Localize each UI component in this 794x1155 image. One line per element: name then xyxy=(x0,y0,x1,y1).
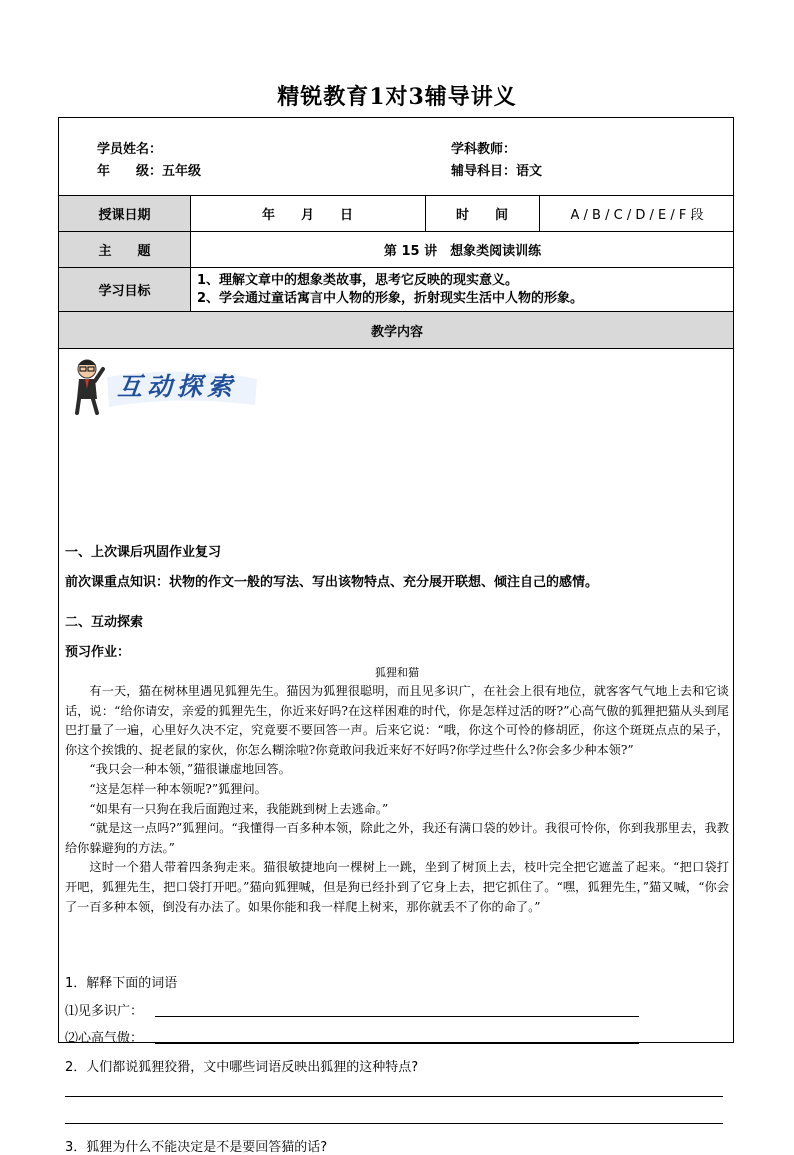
section1-text: 前次课重点知识：状物的作文一般的写法、写出该物特点、充分展开联想、倾注自己的感情。 xyxy=(65,575,599,590)
answer-line-1b[interactable] xyxy=(155,1043,639,1044)
story-paragraph: “就是这一点吗?”狐狸问。“我懂得一百多种本领，除此之外，我还有满口袋的妙计。我很可怜你，你到我那里去，我教给你躲避狗的方法。” xyxy=(65,821,729,855)
answer-line-2b[interactable] xyxy=(65,1123,723,1124)
goals-label: 学习目标 xyxy=(59,268,190,311)
answer-line-2a[interactable] xyxy=(65,1096,723,1097)
question-3: 3．狐狸为什么不能决定是不是要回答猫的话? xyxy=(65,1140,328,1155)
lesson-body xyxy=(59,349,733,1155)
story-paragraph: “如果有一只狗在我后面跑过来，我能跳到树上去逃命。” xyxy=(89,801,389,816)
subject-label: 辅导科目：语文 xyxy=(451,164,543,179)
goal-item: 2、学会通过童话寓言中人物的形象，折射现实生活中人物的形象。 xyxy=(197,291,584,306)
date-value: 年 月 日 xyxy=(261,208,353,223)
grade-label: 年 级：五年级 xyxy=(97,164,202,179)
preview-label: 预习作业： xyxy=(65,645,131,660)
time-label: 时 间 xyxy=(455,208,508,223)
goal-item: 1、理解文章中的想象类故事，思考它反映的现实意义。 xyxy=(197,273,519,288)
question-1b: ⑵心高气傲： xyxy=(65,1031,144,1046)
info-row xyxy=(59,118,733,196)
section1-title: 一、上次课后巩固作业复习 xyxy=(65,545,222,560)
topic-value: 第 15 讲 想象类阅读训练 xyxy=(383,244,542,259)
question-1a: ⑴见多识广： xyxy=(65,1004,144,1019)
content-header: 教学内容 xyxy=(370,324,423,340)
story-paragraph: 有一天，猫在树林里遇见狐狸先生。猫因为狐狸很聪明，而且见多识广，在社会上很有地位，就客客气气地上去和它谈话，说：“给你请安，亲爱的狐狸先生，你近来好吗?在这样困难的时代，你是怎样过活的呀?”心高气傲的狐狸把猫从头到尾巴打量了一遍，心里好久决不定，究竟要不要回答一声。后来它说：“哦，你这个可怜的修胡匠，你这个斑斑点点的呆子，你这个挨饿的、捉老鼠的家伙，你怎么糊涂啦?你竟敢问我近来好不好吗?你学过些什么?你会多少种本领?” xyxy=(65,684,729,757)
page-title: 精锐教育1对3辅导讲义 xyxy=(277,84,517,110)
story-title: 狐狸和猫 xyxy=(375,666,419,679)
answer-line-1a[interactable] xyxy=(155,1016,639,1017)
story-paragraph: 这时一个猎人带着四条狗走来。猫很敏捷地向一棵树上一跳，坐到了树顶上去，枝叶完全把它遮盖了起来。“把口袋打开吧，狐狸先生，把口袋打开吧。”猫向狐狸喊，但是狗已经扑到了它身上去，把它抓住了。“嘿，狐狸先生，”猫又喊，“你会了一百多种本领，倒没有办法了。如果你能和我一样爬上树来，那你就丢不了你的命了。” xyxy=(65,860,729,914)
schedule-row xyxy=(59,196,733,232)
date-label: 授课日期 xyxy=(59,196,190,231)
teacher-figure-icon xyxy=(77,360,103,413)
teacher-label: 学科教师： xyxy=(451,142,517,157)
question-1: 1．解释下面的词语 xyxy=(65,976,178,991)
question-2: 2．人们都说狐狸狡猾，文中哪些词语反映出狐狸的这种特点? xyxy=(65,1060,419,1075)
content-header-row xyxy=(59,312,733,349)
story-text xyxy=(65,682,729,917)
topic-row xyxy=(59,232,733,268)
story-paragraph: “这是怎样一种本领呢?”狐狸问。 xyxy=(89,781,267,796)
banner-text: 互动探索 xyxy=(117,372,238,401)
story-paragraph: “我只会一种本领，”猫很谦虚地回答。 xyxy=(89,762,291,777)
goals-list xyxy=(197,272,583,308)
lesson-sheet xyxy=(58,117,734,1155)
student-name-label: 学员姓名： xyxy=(97,142,163,157)
goals-row xyxy=(59,268,733,312)
time-value: A / B / C / D / E / F 段 xyxy=(570,208,704,223)
topic-label: 主 题 xyxy=(59,232,190,267)
section2-title: 二、互动探索 xyxy=(65,615,144,630)
